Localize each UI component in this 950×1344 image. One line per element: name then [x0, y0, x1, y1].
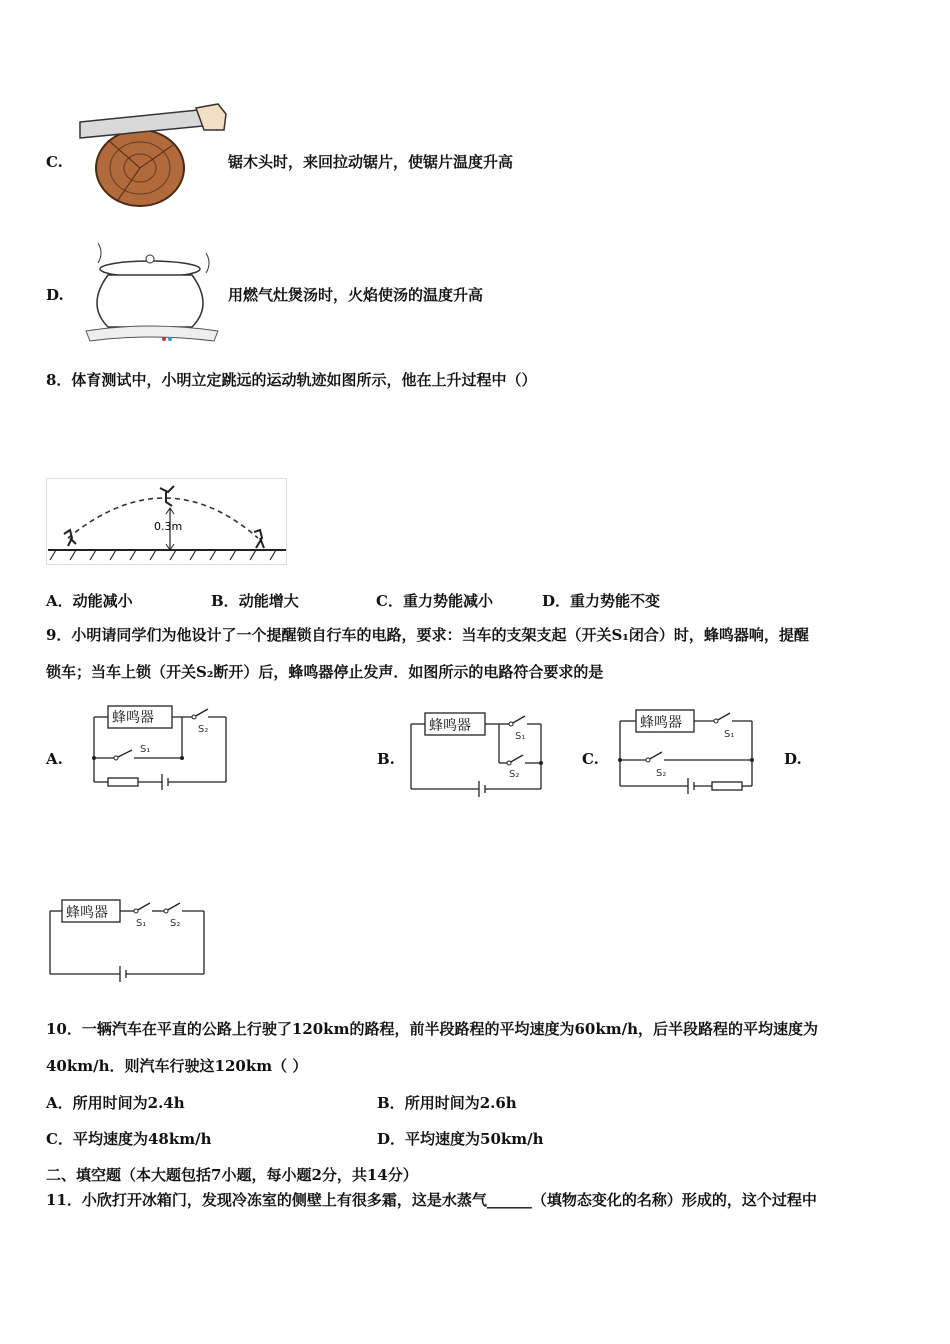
q8-option-a[interactable]: A．动能减小: [46, 592, 133, 610]
option-label: D.: [46, 286, 64, 304]
q9-option-d-label[interactable]: D.: [784, 750, 802, 768]
circuit-c[interactable]: [612, 700, 762, 795]
q7-option-c: [0, 95, 950, 210]
q10-option-b[interactable]: B．所用时间为2.6h: [377, 1094, 517, 1112]
q8-option-b[interactable]: B．动能增大: [211, 592, 299, 610]
q8-stem: 8．体育测试中，小明立定跳远的运动轨迹如图所示，他在上升过程中（）: [46, 371, 537, 389]
option-label: C.: [46, 153, 63, 171]
option-text: 锯木头时，来回拉动锯片，使锯片温度升高: [228, 153, 514, 171]
q9-option-c-label[interactable]: C.: [582, 750, 599, 768]
q9-stem-line2: 锁车；当车上锁（开关S₂断开）后，蜂鸣器停止发声．如图所示的电路符合要求的是: [46, 663, 604, 681]
q10-option-c[interactable]: C．平均速度为48km/h: [46, 1130, 212, 1148]
q8-option-d[interactable]: D．重力势能不变: [542, 592, 661, 610]
circuit-b[interactable]: [405, 703, 550, 798]
s1-label: S₁: [724, 729, 735, 740]
q7-option-d: [0, 230, 950, 345]
s2-label: S₂: [170, 918, 181, 929]
q9-option-b-label[interactable]: B.: [377, 750, 395, 768]
q11-stem: 11．小欣打开冰箱门，发现冷冻室的侧壁上有很多霜，这是水蒸气______（填物态变化的名称）形成的，这个过程中: [46, 1191, 817, 1209]
circuit-d[interactable]: [46, 890, 211, 982]
buzzer-label: 蜂鸣器: [640, 715, 682, 731]
q8-option-c[interactable]: C．重力势能减小: [376, 592, 493, 610]
buzzer-label: 蜂鸣器: [66, 905, 108, 921]
q10-stem-line2: 40km/h．则汽车行驶这120km（ ）: [46, 1057, 308, 1075]
q10-option-a[interactable]: A．所用时间为2.4h: [46, 1094, 185, 1112]
q8-options: [46, 591, 846, 613]
buzzer-label: 蜂鸣器: [112, 710, 154, 726]
s2-label: S₂: [656, 768, 667, 779]
circuit-a[interactable]: [90, 700, 235, 790]
height-label: 0.3m: [154, 520, 183, 533]
option-text: 用燃气灶煲汤时，火焰使汤的温度升高: [228, 286, 484, 304]
s1-label: S₁: [140, 744, 151, 755]
section-title: 二、填空题（本大题包括7小题，每小题2分，共14分）: [46, 1166, 418, 1184]
q10-stem-line1: 10．一辆汽车在平直的公路上行驶了120km的路程，前半段路程的平均速度为60km/h，后半段路程的平均速度为: [46, 1020, 818, 1038]
buzzer-label: 蜂鸣器: [429, 718, 471, 734]
q9-stem-line1: 9．小明请同学们为他设计了一个提醒锁自行车的电路，要求：当车的支架支起（开关S₁闭合）时，蜂鸣器响，提醒: [46, 626, 809, 644]
q10-option-d[interactable]: D．平均速度为50km/h: [377, 1130, 544, 1148]
saw-log-illustration: [78, 100, 228, 208]
s1-label: S₁: [515, 731, 526, 742]
s2-label: S₂: [509, 769, 520, 780]
pot-stove-illustration: [78, 235, 228, 347]
s1-label: S₁: [136, 918, 147, 929]
s2-label: S₂: [198, 724, 209, 735]
q9-option-a-label[interactable]: A.: [46, 750, 63, 768]
jump-trajectory-figure: [46, 478, 291, 568]
